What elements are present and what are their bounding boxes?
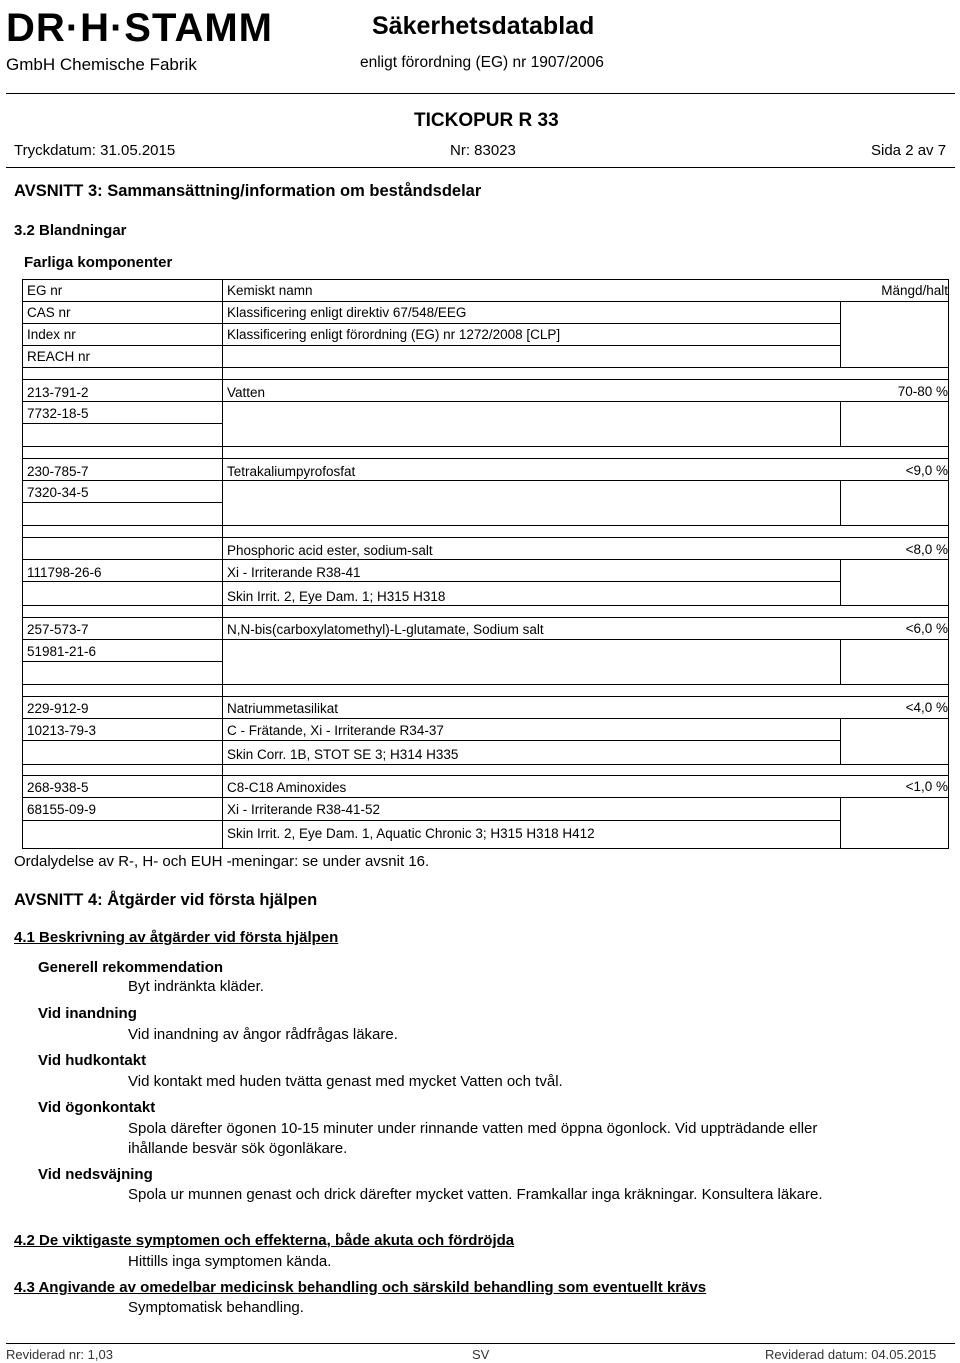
- col-header-index: Index nr: [27, 327, 76, 342]
- eg-number: 213-791-2: [27, 385, 89, 400]
- col-header-name: Kemiskt namn: [227, 283, 313, 298]
- col-header-dsd: Klassificering enligt direktiv 67/548/EEG: [227, 305, 467, 320]
- footer-divider: [6, 1343, 955, 1344]
- clp-classification: Skin Irrit. 2, Eye Dam. 1, Aquatic Chronic 3; H315 H318 H412: [227, 826, 595, 841]
- cas-number: 51981-21-6: [27, 644, 97, 659]
- components-heading: Farliga komponenter: [24, 254, 173, 271]
- eye-contact-label: Vid ögonkontakt: [38, 1099, 156, 1116]
- header-divider: [6, 93, 955, 94]
- clp-classification: Skin Irrit. 2, Eye Dam. 1; H315 H318: [227, 589, 446, 604]
- eg-number: 268-938-5: [27, 780, 89, 795]
- amount: <4,0 %: [905, 700, 948, 715]
- cas-number: 68155-09-9: [27, 802, 97, 817]
- language-code: SV: [472, 1347, 490, 1362]
- section-4-1-heading: 4.1 Beskrivning av åtgärder vid första hjälpen: [14, 929, 339, 946]
- inhalation-text: Vid inandning av ångor rådfrågas läkare.: [128, 1026, 398, 1043]
- amount: <9,0 %: [905, 463, 948, 478]
- clp-classification: Skin Corr. 1B, STOT SE 3; H314 H335: [227, 747, 459, 762]
- print-date: Tryckdatum: 31.05.2015: [14, 142, 176, 159]
- meta-divider: [6, 167, 955, 168]
- cas-number: 111798-26-6: [27, 565, 102, 580]
- chemical-name: N,N-bis(carboxylatomethyl)-L-glutamate, Sodium salt: [227, 622, 544, 637]
- dsd-classification: Xi - Irriterande R38-41: [227, 565, 361, 580]
- company-logo: DR·H·STAMM: [6, 6, 273, 50]
- col-header-cas: CAS nr: [27, 305, 71, 320]
- skin-contact-label: Vid hudkontakt: [38, 1052, 147, 1069]
- cas-number: 7320-34-5: [27, 485, 89, 500]
- skin-contact-text: Vid kontakt med huden tvätta genast med mycket Vatten och tvål.: [128, 1073, 563, 1090]
- chemical-name: Natriummetasilikat: [227, 701, 339, 716]
- col-header-amount: Mängd/halt: [881, 283, 948, 298]
- amount: <6,0 %: [905, 621, 948, 636]
- eg-number: 229-912-9: [27, 701, 89, 716]
- chemical-name: C8-C18 Aminoxides: [227, 780, 347, 795]
- document-number: Nr: 83023: [450, 142, 516, 159]
- col-header-eg: EG nr: [27, 283, 63, 298]
- section-3-title: AVSNITT 3: Sammansättning/information om beståndsdelar: [14, 182, 482, 200]
- dsd-classification: C - Frätande, Xi - Irriterande R34-37: [227, 723, 444, 738]
- section-3-2-heading: 3.2 Blandningar: [14, 222, 127, 239]
- section-4-2-heading: 4.2 De viktigaste symptomen och effekterna, både akuta och fördröjda: [14, 1232, 515, 1249]
- amount: 70-80 %: [897, 384, 948, 399]
- phrases-note: Ordalydelse av R-, H- och EUH -meningar: se under avsnit 16.: [14, 853, 430, 870]
- document-title: Säkerhetsdatablad: [372, 12, 595, 40]
- eg-number: 230-785-7: [27, 464, 89, 479]
- chemical-name: Phosphoric acid ester, sodium-salt: [227, 543, 433, 558]
- document-subtitle: enligt förordning (EG) nr 1907/2006: [360, 54, 604, 71]
- chemical-name: Vatten: [227, 385, 266, 400]
- revised-date: Reviderad datum: 04.05.2015: [765, 1347, 937, 1362]
- section-4-3-heading: 4.3 Angivande av omedelbar medicinsk behandling och särskild behandling som eventuellt krävs: [14, 1279, 707, 1296]
- ingestion-label: Vid nedsväjning: [38, 1166, 153, 1183]
- product-name: TICKOPUR R 33: [414, 110, 559, 131]
- treatment-text: Symptomatisk behandling.: [128, 1299, 304, 1316]
- col-header-clp: Klassificering enligt förordning (EG) nr 1272/2008 [CLP]: [227, 327, 561, 342]
- page-indicator: Sida 2 av 7: [871, 142, 947, 159]
- dsd-classification: Xi - Irriterande R38-41-52: [227, 802, 381, 817]
- cas-number: 10213-79-3: [27, 723, 97, 738]
- ingestion-text: Spola ur munnen genast och drick därefter mycket vatten. Framkallar inga kräkningar. Konsultera läkare.: [128, 1186, 823, 1203]
- inhalation-label: Vid inandning: [38, 1005, 137, 1022]
- symptoms-text: Hittills inga symptomen kända.: [128, 1253, 332, 1270]
- amount: <1,0 %: [905, 779, 948, 794]
- revision-number: Reviderad nr: 1,03: [6, 1347, 113, 1362]
- cas-number: 7732-18-5: [27, 406, 89, 421]
- general-advice-label: Generell rekommendation: [38, 959, 224, 976]
- chemical-name: Tetrakaliumpyrofosfat: [227, 464, 356, 479]
- eye-contact-text: Spola därefter ögonen 10-15 minuter under rinnande vatten med öppna ögonlock. Vid uppträdande eller ihållande besvär sök ögonläkare.: [128, 1120, 818, 1157]
- company-subtitle: GmbH Chemische Fabrik: [6, 55, 197, 74]
- amount: <8,0 %: [905, 542, 948, 557]
- section-4-title: AVSNITT 4: Åtgärder vid första hjälpen: [14, 891, 318, 909]
- col-header-reach: REACH nr: [27, 349, 91, 364]
- eg-number: 257-573-7: [27, 622, 89, 637]
- general-advice-text: Byt indränkta kläder.: [128, 978, 264, 995]
